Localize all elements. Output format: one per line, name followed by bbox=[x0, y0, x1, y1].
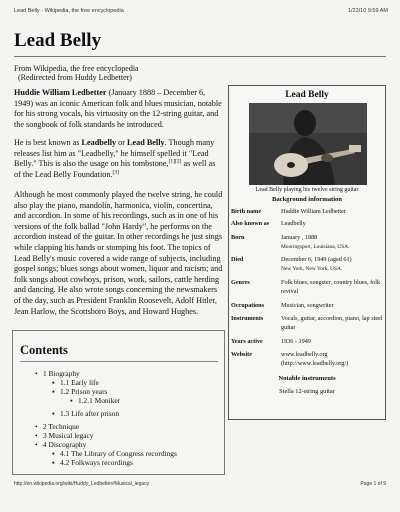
bullet-icon: ▪ bbox=[52, 458, 55, 467]
name-text-d: . Though many releases list him as "Leadbelly," he himself spelled it "Lead Belly." This is also the usage on his tombstone, bbox=[14, 138, 215, 169]
contents-heading: Contents bbox=[20, 343, 68, 357]
name-text-a: He is best known as bbox=[14, 138, 82, 147]
toc-item-prison-years[interactable] bbox=[52, 387, 107, 396]
guitarist-image bbox=[249, 103, 367, 185]
toc-label: 1.3 Life after prison bbox=[60, 409, 120, 418]
website-value bbox=[281, 351, 385, 368]
bullet-icon: ▪ bbox=[52, 449, 55, 458]
portrait-photo bbox=[249, 103, 367, 185]
genres-label: Genres bbox=[231, 279, 250, 286]
bullet-icon: ▪ bbox=[52, 409, 55, 418]
toc-item-early-life[interactable] bbox=[52, 378, 99, 387]
toc-item-folkways[interactable] bbox=[52, 458, 133, 467]
page-title: Lead Belly bbox=[14, 30, 102, 51]
page-number: Page 1 of 9 bbox=[360, 481, 386, 487]
toc-item-discography[interactable] bbox=[35, 440, 86, 449]
died-date: December 6, 1949 (aged 61) bbox=[281, 256, 352, 263]
title-divider bbox=[14, 56, 386, 57]
contents-divider bbox=[20, 361, 218, 362]
intro-paragraph bbox=[14, 88, 224, 130]
genres-value[interactable]: Folk blues, songster, country blues, folk revival bbox=[281, 279, 381, 295]
toc-label: 4.1 The Library of Congress recordings bbox=[60, 449, 177, 458]
name-lead-belly: Lead Belly bbox=[127, 138, 165, 147]
intro-text: (January 1888 – December 6, 1949) was an iconic American folk and blues musician, notable for his strong vocals, his virtuosity on the 12-string guitar, and the songbook of folk standards he introduced. bbox=[14, 88, 222, 129]
toc-label: 3 Musical legacy bbox=[43, 431, 94, 440]
years-active-value: 1936 - 1949 bbox=[281, 338, 311, 345]
page-url: http://en.wikipedia.org/wiki/Huddy_Ledbetter#Musical_legacy bbox=[14, 481, 150, 487]
bullet-icon: • bbox=[35, 440, 38, 449]
toc-label: 1.2 Prison years bbox=[60, 387, 108, 396]
born-label: Born bbox=[231, 234, 245, 241]
birth-name-label: Birth name bbox=[231, 208, 262, 215]
notable-instrument-value: Stella 12-string guitar bbox=[279, 388, 335, 395]
music-paragraph: Although he most commonly played the twelve string, he could also play the piano, mandolin, harmonica, violin, concertina, and accordion. In some of his recordings, such as in one of his versions of the folk ballad "John Hardy", he performs on the accordion instead of the guitar. In other recordings he just sings while clapping his hands or stomping his foot. The topics of Lead Belly's music covered a wide range of subjects, including gospel songs; blues songs about women, liquor and racism; and folk songs about cowboys, prison, work, sailors, cattle herding and dancing. He also wrote songs concerning the newsmakers of the day, such as President Franklin Roosevelt, Adolf Hitler, Jean Harlow, the Scottsboro Boys, and Howard Hughes. bbox=[14, 190, 223, 316]
source-note bbox=[14, 64, 139, 82]
name-text-c: or bbox=[116, 138, 128, 147]
born-value bbox=[281, 234, 385, 251]
bullet-icon: ▪ bbox=[52, 387, 55, 396]
toc-item-moniker[interactable] bbox=[70, 396, 120, 405]
bullet-icon: ▪ bbox=[52, 378, 55, 387]
toc-item-technique[interactable] bbox=[35, 422, 79, 431]
website-link[interactable]: www.leadbelly.org bbox=[281, 351, 328, 358]
aka-value: Leadbelly bbox=[281, 220, 306, 227]
occupations-label: Occupations bbox=[231, 302, 265, 309]
print-timestamp: 1/22/10 9:59 AM bbox=[347, 8, 388, 14]
toc-label: 1.2.1 Moniker bbox=[78, 396, 121, 405]
died-place-link[interactable]: New York, New York, USA. bbox=[281, 265, 343, 272]
toc-item-life-after-prison[interactable] bbox=[52, 409, 119, 418]
birth-name-value: Huddie William Ledbetter bbox=[281, 208, 346, 215]
website-url-link[interactable]: (http://www.leadbelly.org/) bbox=[281, 359, 349, 367]
aka-label: Also known as bbox=[231, 220, 270, 227]
died-label: Died bbox=[231, 256, 244, 263]
photo-caption: Lead Belly playing his twelve string guitar bbox=[255, 187, 359, 193]
name-paragraph bbox=[14, 138, 224, 180]
bullet-icon: ▪ bbox=[70, 396, 73, 405]
toc-label: 4 Discography bbox=[43, 440, 87, 449]
background-info-heading: Background information bbox=[271, 196, 343, 203]
instruments-value[interactable]: Vocals, guitar, accordion, piano, lap steel guitar bbox=[281, 315, 383, 331]
name-text-e: as well as of the Lead Belly Foundation. bbox=[14, 159, 216, 179]
toc-item-musical-legacy[interactable] bbox=[35, 431, 94, 440]
redirect-note: (Redirected from Huddy Ledbetter) bbox=[18, 73, 132, 82]
instruments-label: Instruments bbox=[231, 315, 264, 322]
born-place-link[interactable]: Mooringsport, Louisiana, USA. bbox=[281, 243, 350, 250]
occupations-value: Musician, songwriter bbox=[281, 302, 334, 309]
died-value bbox=[281, 256, 385, 273]
print-footer bbox=[0, 478, 400, 512]
page-tab-title: Lead Belly - Wikipedia, the free encyclopedia bbox=[14, 8, 124, 14]
name-leadbelly: Leadbelly bbox=[81, 138, 117, 147]
bullet-icon: • bbox=[35, 369, 38, 378]
infobox bbox=[228, 85, 386, 420]
toc-label: 2 Technique bbox=[43, 422, 80, 431]
reference-link-3[interactable]: [3] bbox=[112, 169, 119, 176]
toc-item-biography[interactable] bbox=[35, 369, 80, 378]
bullet-icon: • bbox=[35, 422, 38, 431]
table-of-contents bbox=[12, 330, 225, 475]
subject-name: Huddie William Ledbetter bbox=[14, 88, 107, 97]
years-active-label: Years active bbox=[231, 338, 263, 345]
notable-instruments-heading: Notable instruments bbox=[278, 375, 336, 382]
toc-label: 4.2 Folkways recordings bbox=[60, 458, 133, 467]
born-date: January , 1888 bbox=[281, 234, 318, 241]
print-header bbox=[0, 0, 400, 18]
bullet-icon: • bbox=[35, 431, 38, 440]
toc-item-library-of-congress[interactable] bbox=[52, 449, 177, 458]
reference-link-1-2[interactable]: [1][2] bbox=[168, 158, 182, 165]
from-wikipedia-text: From Wikipedia, the free encyclopedia bbox=[14, 64, 139, 73]
toc-label: 1.1 Early life bbox=[60, 378, 99, 387]
infobox-title: Lead Belly bbox=[285, 90, 329, 100]
toc-label: 1 Biography bbox=[43, 369, 80, 378]
website-label: Website bbox=[231, 351, 252, 358]
